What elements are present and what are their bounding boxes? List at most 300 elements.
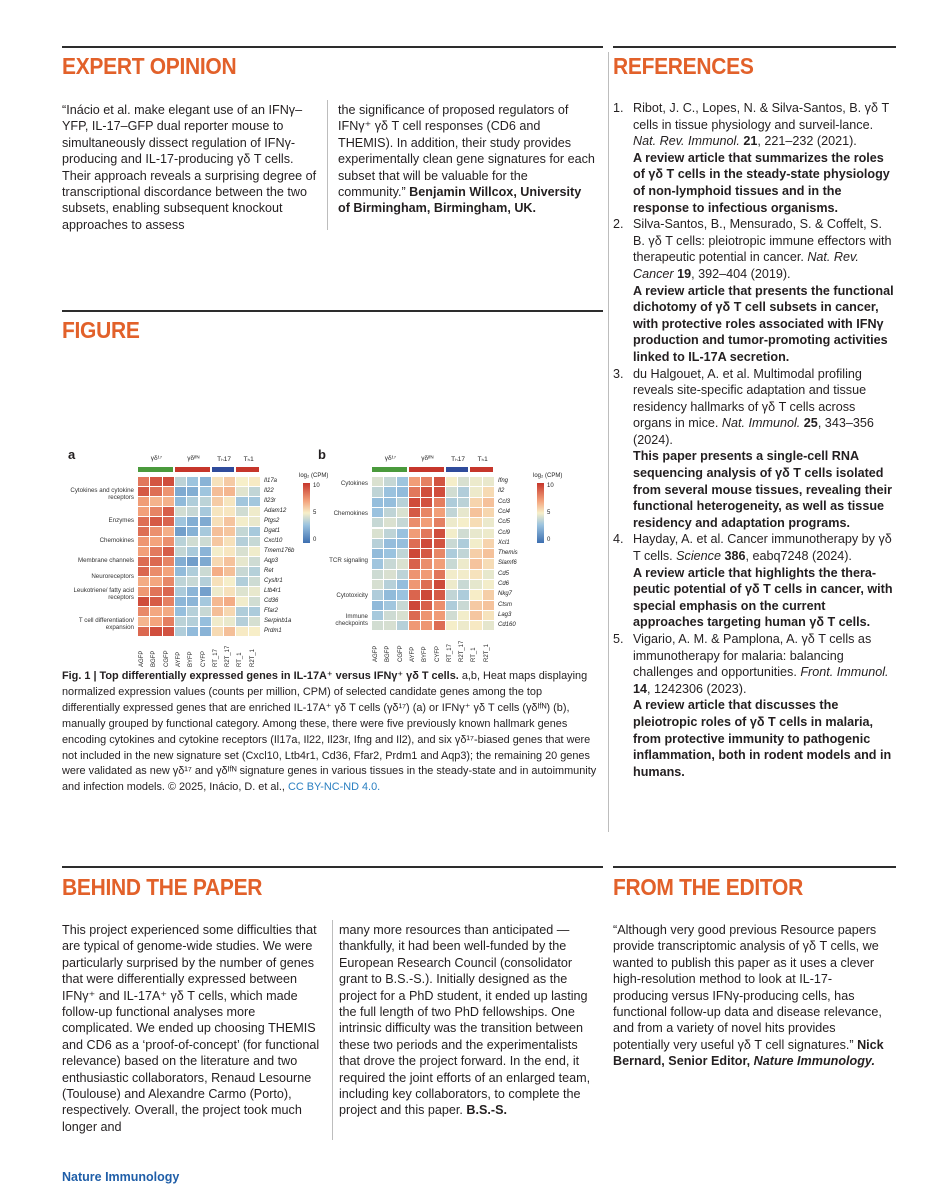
- heatmap-cell: [163, 537, 174, 546]
- gene-label: Cxcl10: [264, 538, 283, 544]
- legend-colorbar: [303, 483, 310, 543]
- column-label: AGFP: [139, 650, 145, 667]
- heatmap-cell: [409, 580, 420, 589]
- heatmap-cell: [236, 527, 247, 536]
- column-label: RT_17: [446, 643, 453, 662]
- heatmap-cell: [175, 527, 186, 536]
- heatmap-cell: [470, 621, 481, 630]
- heatmap-cell: [397, 477, 408, 486]
- heatmap-cell: [421, 477, 432, 486]
- heatmap-cell: [458, 590, 469, 599]
- heatmap-cell: [224, 617, 235, 626]
- group-label: Tₕ1: [243, 456, 254, 463]
- heatmap-cell: [150, 507, 161, 516]
- heatmap-cell: [470, 518, 481, 527]
- gene-label: Ffar2: [264, 608, 279, 614]
- heatmap-cell: [458, 580, 469, 589]
- group-bar: [175, 467, 210, 472]
- gene-label: Xcl1: [498, 539, 510, 546]
- gene-label: Dgat1: [264, 528, 281, 534]
- heatmap-cell: [138, 547, 149, 556]
- heatmap-cell: [434, 611, 445, 620]
- heatmap-cell: [200, 497, 211, 506]
- heatmap-cell: [163, 597, 174, 606]
- heatmap-cell: [421, 590, 432, 599]
- column-label: BGFP: [151, 650, 158, 667]
- heatmap-cell: [458, 621, 469, 630]
- editor-rule: [613, 866, 896, 868]
- group-label: γδ¹⁷: [384, 455, 397, 462]
- heatmap-cell: [187, 497, 198, 506]
- heatmap-cell: [384, 601, 395, 610]
- behind-col2: [339, 922, 597, 1119]
- heatmap-cell: [150, 627, 161, 636]
- column-label: CYFP: [434, 645, 441, 662]
- heatmap-cell: [249, 547, 260, 556]
- gene-label: Ccl5: [498, 519, 511, 526]
- heatmap-cell: [397, 611, 408, 620]
- heatmap-cell: [224, 587, 235, 596]
- heatmap-cell: [434, 487, 445, 496]
- legend-tick: 0: [547, 537, 551, 543]
- heatmap-cell: [187, 627, 198, 636]
- heatmap-cell: [138, 577, 149, 586]
- heatmap-cell: [163, 507, 174, 516]
- group-label: Tₕ1: [477, 456, 488, 463]
- heatmap-cell: [409, 518, 420, 527]
- heatmap-cell: [483, 477, 494, 486]
- heatmap-cell: [163, 497, 174, 506]
- heatmap-cell: [458, 539, 469, 548]
- heatmap-cell: [138, 617, 149, 626]
- gene-label: Cysltr1: [264, 578, 283, 584]
- legend-tick: 10: [313, 483, 320, 489]
- panel-letter: a: [68, 447, 76, 462]
- heatmap-cell: [421, 559, 432, 568]
- heatmap-cell: [458, 487, 469, 496]
- heatmap-cell: [175, 547, 186, 556]
- heatmap-cell: [138, 627, 149, 636]
- heatmap-cell: [138, 477, 149, 486]
- reference-item: [613, 631, 895, 780]
- heatmap-cell: [470, 498, 481, 507]
- column-label: BGFP: [385, 645, 392, 662]
- heatmap-cell: [409, 621, 420, 630]
- editor-heading: FROM THE EDITOR: [613, 875, 803, 901]
- heatmap-cell: [249, 627, 260, 636]
- heatmap-cell: [409, 611, 420, 620]
- heatmap-cell: [397, 601, 408, 610]
- heatmap-cell: [236, 557, 247, 566]
- legend-tick: 10: [547, 483, 554, 489]
- heatmap-cell: [458, 518, 469, 527]
- license-link[interactable]: CC BY-NC-ND 4.0.: [287, 781, 381, 794]
- heatmap-cell: [483, 590, 494, 599]
- heatmap-cell: [434, 498, 445, 507]
- heatmap-cell: [249, 557, 260, 566]
- heatmap-cell: [200, 527, 211, 536]
- heatmap-cell: [224, 567, 235, 576]
- heatmap-cell: [421, 549, 432, 558]
- reference-journal: Nat. Immunol.: [721, 416, 801, 431]
- heatmap-cell: [384, 498, 395, 507]
- gene-label: Ccl9: [498, 529, 511, 536]
- heatmap-cell: [384, 508, 395, 517]
- gene-label: Cd5: [498, 570, 510, 577]
- heatmap-cell: [458, 549, 469, 558]
- heatmap-cell: [138, 587, 149, 596]
- reference-citation: Ribot, J. C., Lopes, N. & Silva-Santos, B. γδ T cells in tissue physiology and surveil-lance.: [633, 101, 889, 132]
- heatmap-cell: [150, 487, 161, 496]
- references-heading: REFERENCES: [613, 54, 754, 80]
- heatmap-cell: [249, 527, 260, 536]
- panel-letter: b: [318, 447, 326, 462]
- editor-signature: Nick Bernard, Senior Editor, Nature Immunology.: [613, 1037, 884, 1069]
- heatmap-cell: [150, 497, 161, 506]
- heatmap-cell: [236, 617, 247, 626]
- heatmap-cell: [470, 508, 481, 517]
- heatmap-cell: [224, 607, 235, 616]
- heatmap-cell: [175, 587, 186, 596]
- reference-number: 2.: [613, 217, 624, 232]
- heatmap-cell: [483, 529, 494, 538]
- caption-body: a,b, Heat maps displaying normalized expression values (counts per million, CPM) of selected candidate genes among the top differentially expressed genes that are enriched IL-17A⁺ γδ T cells (γδ¹⁷) (a) or IFNγ⁺ γδ T cells (γδᴵᶠᴺ) (b), manually grouped by functional category. Among these, there were five previously known hallmark genes encoding cytokines and cytokine receptors (Il17a, Il22, Il23r, Ifng and Il2), and six γδ¹⁷-biased genes that were not included in the new signature set (Cxcl10, Ltb4r1, Cd36, Ffar2, Prdm1 and Aqp3); the remaining 20 genes were validated as new γδ¹⁷ and γδᴵᶠᴺ signature genes in various tissues in the steady-state and in autoimmunity and infection models. © 2025, Inácio, D. et al.,: [62, 670, 597, 794]
- heatmap-cell: [483, 601, 494, 610]
- heatmap-cell: [483, 621, 494, 630]
- gene-label: Aqp3: [264, 558, 279, 564]
- heatmap-cell: [446, 549, 457, 558]
- heatmap-cell: [200, 617, 211, 626]
- gene-label: Il17a: [264, 478, 278, 484]
- heatmap-cell: [163, 477, 174, 486]
- reference-pages: , 1242306 (2023).: [647, 681, 747, 696]
- heatmap-cell: [212, 487, 223, 496]
- heatmap-cell: [175, 537, 186, 546]
- heatmap-cell: [212, 627, 223, 636]
- heatmap-cell: [163, 557, 174, 566]
- column-label: CGFP: [397, 644, 404, 662]
- heatmap-cell: [434, 580, 445, 589]
- heatmap-cell: [446, 590, 457, 599]
- heatmap-cell: [200, 627, 211, 636]
- expert-opinion-col2: [338, 102, 596, 217]
- heatmap-cell: [175, 477, 186, 486]
- heatmap-cell: [175, 507, 186, 516]
- heatmap-cell: [138, 537, 149, 546]
- heatmap-cell: [138, 607, 149, 616]
- heatmap-cell: [236, 477, 247, 486]
- heatmap-cell: [458, 477, 469, 486]
- heatmap-cell: [236, 577, 247, 586]
- heatmap-cell: [200, 547, 211, 556]
- heatmap-cell: [212, 527, 223, 536]
- heatmap-cell: [483, 570, 494, 579]
- heatmap-cell: [224, 597, 235, 606]
- expert-signature: Benjamin Willcox, University of Birmingham, Birmingham, UK.: [338, 185, 582, 216]
- heatmap-cell: [483, 549, 494, 558]
- reference-item: [613, 366, 895, 532]
- reference-item: [613, 100, 895, 216]
- expert-opinion-col1: “Inácio et al. make elegant use of an IFNγ–YFP, IL-17–GFP dual reporter mouse to simultaneously dissect regulation of IFNγ-producing and IL-17-producing γδ T cells. Their approach reveals a surprising degree of transcriptional discordance between the two subsets, enabling subsequent knockout approaches to assess: [62, 103, 317, 232]
- reference-journal: Front. Immunol.: [800, 665, 889, 680]
- heatmap-cell: [175, 577, 186, 586]
- heatmap-cell: [446, 529, 457, 538]
- heatmap-cell: [434, 549, 445, 558]
- group-label: γδ¹⁷: [150, 455, 163, 462]
- heatmap-cell: [236, 567, 247, 576]
- heatmap-cell: [470, 559, 481, 568]
- heatmap-cell: [458, 601, 469, 610]
- heatmap-cell: [224, 497, 235, 506]
- behind-col-divider: [332, 920, 333, 1140]
- heatmap-cell: [470, 487, 481, 496]
- heatmap-cell: [421, 518, 432, 527]
- heatmap-cell: [200, 477, 211, 486]
- heatmap-cell: [236, 597, 247, 606]
- heatmap-cell: [163, 607, 174, 616]
- heatmap-cell: [138, 507, 149, 516]
- top-rule-left: [62, 46, 603, 48]
- column-label: RT_17: [212, 649, 219, 667]
- column-label: RT_1: [471, 646, 478, 662]
- heatmap-cell: [212, 497, 223, 506]
- heatmap-cell: [446, 539, 457, 548]
- heatmap-cell: [409, 601, 420, 610]
- expert-opinion-heading: EXPERT OPINION: [62, 54, 237, 80]
- heatmap-cell: [458, 611, 469, 620]
- heatmap-cell: [224, 537, 235, 546]
- gene-label: Prdm1: [264, 628, 282, 634]
- heatmap-cell: [446, 580, 457, 589]
- heatmap-cell: [212, 617, 223, 626]
- reference-citation: Hayday, A. et al. Cancer immunotherapy by γδ T cells.: [633, 532, 892, 564]
- heatmap-cell: [163, 577, 174, 586]
- heatmap-cell: [150, 567, 161, 576]
- reference-volume: 25: [803, 416, 818, 431]
- column-label: CYFP: [200, 650, 207, 667]
- heatmap-cell: [470, 611, 481, 620]
- heatmap-cell: [163, 527, 174, 536]
- heatmap-cell: [397, 487, 408, 496]
- heatmap-cell: [483, 580, 494, 589]
- heatmap-cell: [200, 487, 211, 496]
- category-label: Immune checkpoints: [335, 612, 368, 627]
- heatmap-cell: [409, 487, 420, 496]
- heatmap-cell: [483, 498, 494, 507]
- heatmap-cell: [150, 617, 161, 626]
- gene-label: Tmem176b: [264, 548, 295, 554]
- heatmap-cell: [212, 607, 223, 616]
- gene-label: Ccl3: [498, 498, 511, 505]
- behind-rule: [62, 866, 603, 868]
- reference-item: [613, 216, 895, 365]
- reference-number: 1.: [613, 101, 624, 115]
- gene-label: Ifng: [498, 478, 509, 484]
- heatmap-cell: [150, 477, 161, 486]
- column-label: BYFP: [422, 645, 429, 662]
- figure-rule: [62, 310, 603, 312]
- heatmap-cell: [187, 557, 198, 566]
- group-bar: [470, 467, 493, 472]
- reference-pages: , 343–356 (2024).: [633, 416, 874, 447]
- legend-title: log₂ (CPM): [533, 473, 563, 479]
- heatmap-cell: [483, 611, 494, 620]
- heatmap-cell: [150, 607, 161, 616]
- reference-pages: , 221–232 (2021).: [757, 134, 857, 149]
- heatmap-cell: [372, 539, 383, 548]
- heatmap-cell: [175, 597, 186, 606]
- heatmap-cell: [212, 557, 223, 566]
- heatmap-cell: [397, 529, 408, 538]
- heatmap-cell: [483, 518, 494, 527]
- heatmap-cell: [384, 487, 395, 496]
- heatmap-cell: [421, 580, 432, 589]
- heatmap-cell: [384, 621, 395, 630]
- heatmap-cell: [409, 508, 420, 517]
- category-label: TCR signaling: [329, 557, 368, 565]
- heatmap-cell: [421, 529, 432, 538]
- heatmap-cell: [434, 621, 445, 630]
- heatmap-cell: [187, 587, 198, 596]
- heatmap-cell: [372, 621, 383, 630]
- heatmap-cell: [434, 559, 445, 568]
- heatmap-cell: [138, 557, 149, 566]
- gene-label: Il22: [264, 488, 274, 494]
- heatmap-cell: [446, 498, 457, 507]
- heatmap-cell: [138, 517, 149, 526]
- legend-tick: 5: [313, 510, 317, 516]
- heatmap-cell: [200, 507, 211, 516]
- heatmap-cell: [150, 537, 161, 546]
- category-label: Membrane channels: [77, 557, 134, 564]
- heatmap-cell: [212, 597, 223, 606]
- reference-pages: , eabq7248 (2024).: [745, 549, 852, 564]
- heatmap-cell: [200, 557, 211, 566]
- heatmap-cell: [236, 507, 247, 516]
- legend-tick: 0: [313, 537, 317, 543]
- heatmap-cell: [224, 527, 235, 536]
- heatmap-cell: [409, 570, 420, 579]
- expert-col2-text: the significance of proposed regulators of IFNγ⁺ γδ T cell responses (CD6 and THEMIS). In addition, their study provides experimentally clean gene signatures for each subset that will be valuable for the community.”: [338, 103, 595, 200]
- heatmap-cell: [470, 570, 481, 579]
- group-bar: [138, 467, 173, 472]
- heatmap-cell: [372, 518, 383, 527]
- reference-volume: 19: [677, 266, 692, 281]
- heatmap-cell: [421, 508, 432, 517]
- reference-citation: Silva-Santos, B., Mensurado, S. & Coffelt, S. B. γδ T cells: pleiotropic immune effectors with therapeutic potential in cancer.: [633, 217, 892, 265]
- heatmap-cell: [434, 590, 445, 599]
- gene-label: Lag3: [498, 611, 512, 618]
- heatmap-cell: [483, 487, 494, 496]
- heatmap-cell: [397, 590, 408, 599]
- editor-quote: “Although very good previous Resource papers provide transcriptomic analysis of γδ T cells, we wanted to publish this paper as it uses a clever high-resolution method to look at IL-17-producing versus IFNγ-producing cells, has functional follow-up data and disease relevance, and from a variety of novel hits provides potentially very useful γδ T cell signatures.”: [613, 923, 882, 1052]
- heatmap-cell: [163, 617, 174, 626]
- heatmap-cell: [434, 539, 445, 548]
- heatmap-cell: [212, 537, 223, 546]
- heatmap-cell: [446, 621, 457, 630]
- reference-annotation: A review article that summarizes the roles of γδ T cells in the steady-state physiology of non-lymphoid tissues and in the response to infectious organisms.: [633, 150, 890, 215]
- heatmap-cell: [163, 567, 174, 576]
- heatmap-cell: [409, 477, 420, 486]
- category-label: Neuroreceptors: [91, 573, 134, 580]
- category-label: Chemokines: [99, 537, 134, 544]
- heatmap-cell: [212, 587, 223, 596]
- heatmap-cell: [384, 529, 395, 538]
- gene-label: Cd6: [498, 581, 510, 587]
- reference-annotation: A review article that presents the functional dichotomy of γδ T cell subsets in cancer, with protective roles associated with IFNγ production and tumor-promoting activities linked to IL-17A secretion.: [633, 283, 894, 364]
- heatmap-cell: [397, 508, 408, 517]
- heatmap-cell: [175, 627, 186, 636]
- heatmap-cell: [249, 617, 260, 626]
- category-label: T cell differentiation/ expansion: [78, 617, 134, 631]
- heatmap-cell: [446, 559, 457, 568]
- heatmap-cell: [421, 487, 432, 496]
- heatmap-cell: [446, 611, 457, 620]
- heatmap-cell: [384, 570, 395, 579]
- heatmap-cell: [470, 590, 481, 599]
- references-list: [613, 100, 895, 780]
- legend-tick: 5: [547, 510, 551, 516]
- heatmap-cell: [236, 607, 247, 616]
- group-bar: [212, 467, 235, 472]
- heatmap-cell: [372, 487, 383, 496]
- top-rule-right: [613, 46, 896, 48]
- heatmap-cell: [470, 601, 481, 610]
- heatmap-cell: [384, 559, 395, 568]
- heatmap-cell: [409, 539, 420, 548]
- expert-col-divider: [327, 100, 328, 230]
- column-label: AGFP: [373, 645, 379, 662]
- group-label: γδᴵᶠᴺ: [187, 455, 200, 462]
- group-label: γδᴵᶠᴺ: [421, 455, 434, 462]
- heatmap-cell: [446, 508, 457, 517]
- heatmap-cell: [200, 567, 211, 576]
- reference-journal: Nat. Rev. Immunol.: [633, 134, 740, 149]
- category-label: Chemokines: [333, 509, 368, 517]
- heatmap-cell: [372, 549, 383, 558]
- heatmap-cell: [236, 487, 247, 496]
- heatmap-cell: [249, 487, 260, 496]
- heatmap-cell: [138, 497, 149, 506]
- heatmap-cell: [150, 547, 161, 556]
- heatmap-cell: [138, 487, 149, 496]
- heatmap-cell: [470, 580, 481, 589]
- heatmap-cell: [458, 559, 469, 568]
- journal-footer: Nature Immunology: [62, 1170, 180, 1184]
- group-label: Tₕ17: [451, 456, 466, 463]
- heatmap-cell: [150, 557, 161, 566]
- gene-label: Il23r: [264, 498, 276, 504]
- category-label: Enzymes: [108, 517, 134, 524]
- heatmap-cell: [236, 587, 247, 596]
- heatmap-cell: [372, 498, 383, 507]
- heatmap-cell: [212, 477, 223, 486]
- reference-number: 4.: [613, 532, 624, 547]
- group-bar: [409, 467, 444, 472]
- heatmap-cell: [384, 580, 395, 589]
- heatmap-cell: [200, 597, 211, 606]
- heatmap-cell: [372, 601, 383, 610]
- gene-label: Cd36: [264, 598, 279, 604]
- gene-label: Cd160: [498, 622, 516, 629]
- heatmap-cell: [200, 537, 211, 546]
- heatmap-cell: [249, 477, 260, 486]
- reference-item: [613, 531, 895, 631]
- heatmap-cell: [458, 529, 469, 538]
- behind-col1: This project experienced some difficulties that are typical of genome-wide studies. We were particularly surprised by the number of genes that were differentially expressed between IFNγ⁺ and IL-17A⁺ γδ T cells, which made follow-up functional analyses more complicated. We ended up choosing THEMIS and CD6 as a ‘proof-of-concept’ (for functional relevance) based on the literature and two enthusiastic collaborators, Renaud Lesourne (Toulouse) and Alexandre Carmo (Porto), respectively. Overall, the project took much longer and: [62, 923, 320, 1134]
- gene-label: Ccl4: [498, 508, 511, 515]
- heatmap-cell: [200, 577, 211, 586]
